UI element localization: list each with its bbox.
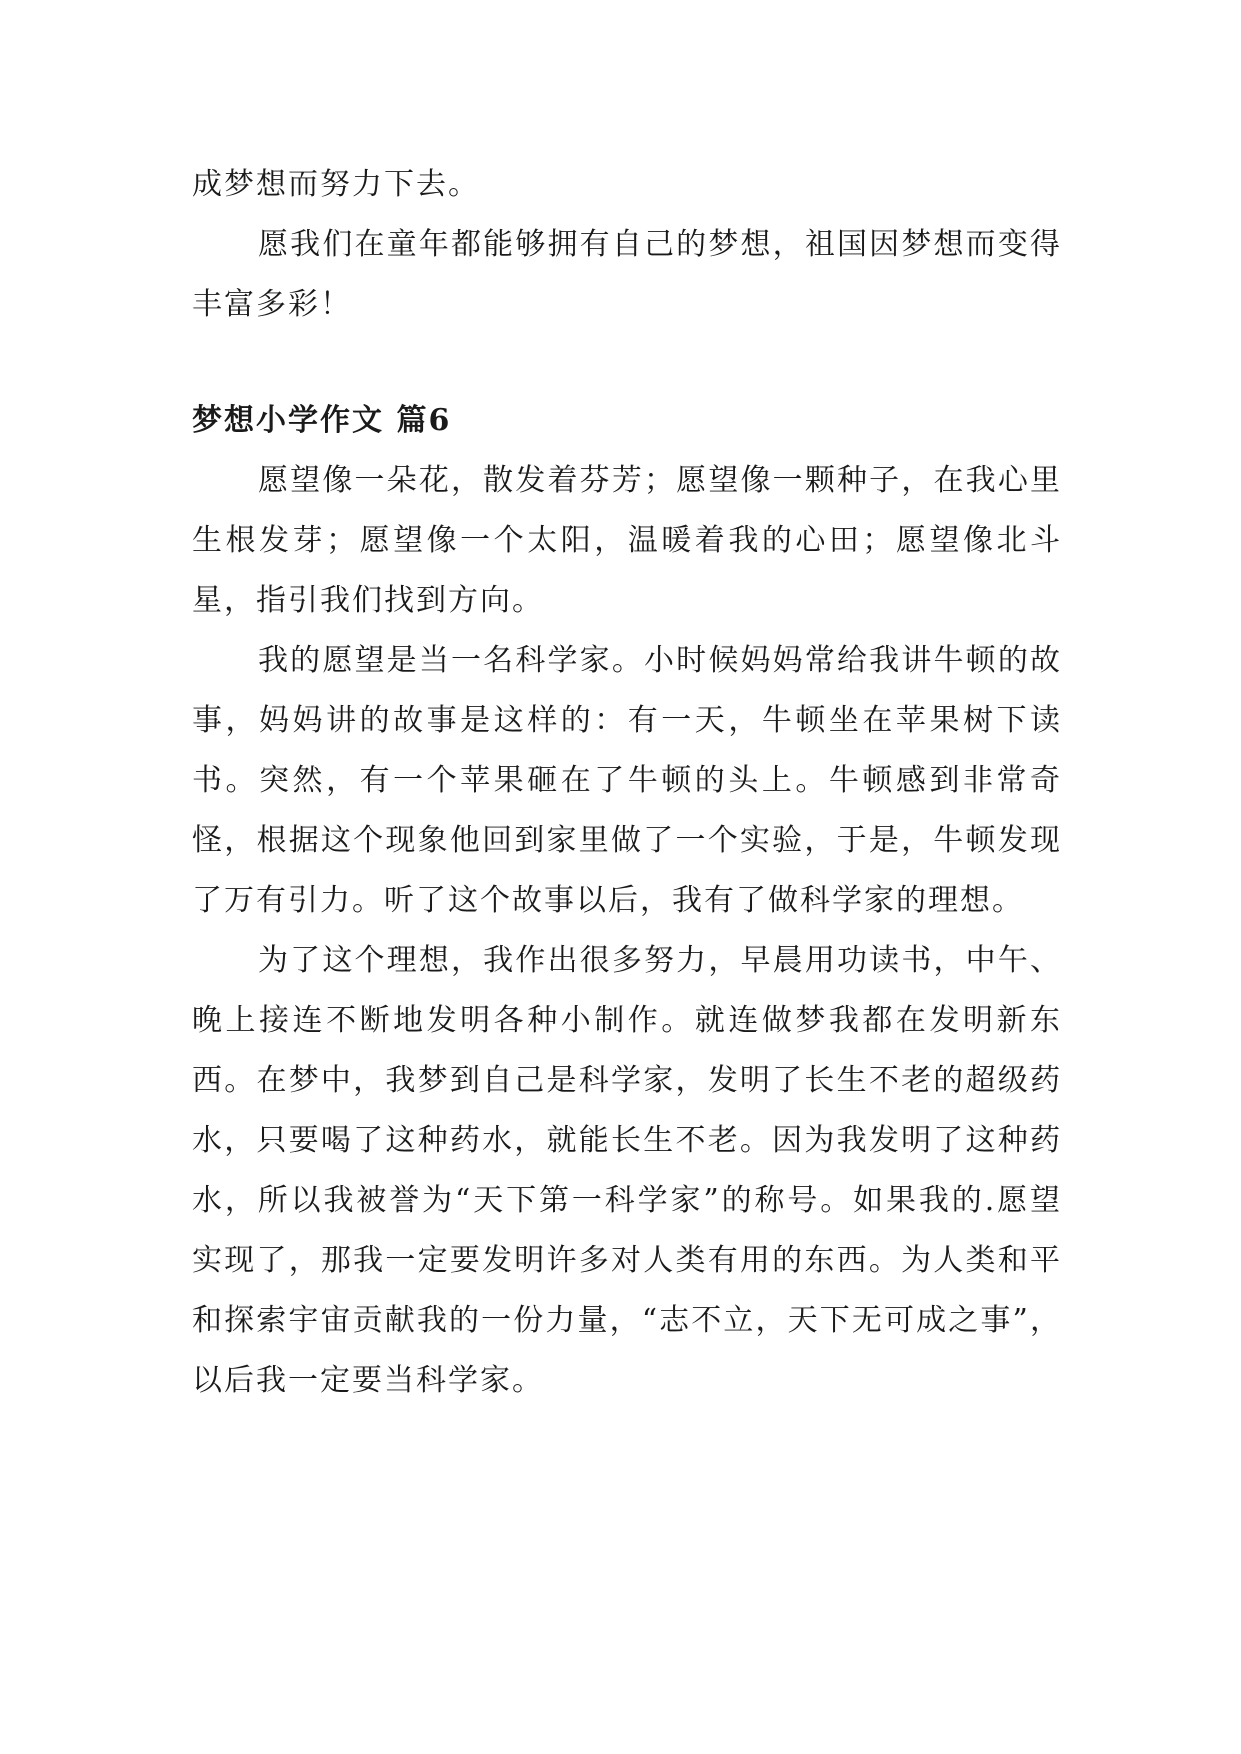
paragraph-wish-metaphors: 愿望像一朵花，散发着芬芳；愿望像一颗种子，在我心里生根发芽；愿望像一个太阳，温暖着我的心田；愿望像北斗星，指引我们找到方向。 bbox=[192, 463, 1062, 618]
paragraph-closing-wish: 愿我们在童年都能够拥有自己的梦想，祖国因梦想而变得丰富多彩！ bbox=[192, 227, 1062, 322]
paragraph-efforts-dream: 为了这个理想，我作出很多努力，早晨用功读书，中午、晚上接连不断地发明各种小制作。就连做梦我都在发明新东西。在梦中，我梦到自己是科学家，发明了长生不老的超级药水，只要喝了这种药水，就能长生不老。因为我发明了这种药水，所以我被誉为“天下第一科学家”的称号。如果我的.愿望实现了，那我一定要发明许多对人类有用的东西。为人类和平和探索宇宙贡献我的一份力量，“志不立，天下无可成之事”，以后我一定要当科学家。 bbox=[192, 943, 1062, 1398]
paragraph-scientist-story: 我的愿望是当一名科学家。小时候妈妈常给我讲牛顿的故事，妈妈讲的故事是这样的：有一天，牛顿坐在苹果树下读书。突然，有一个苹果砸在了牛顿的头上。牛顿感到非常奇怪，根据这个现象他回到家里做了一个实验，于是，牛顿发现了万有引力。听了这个故事以后，我有了做科学家的理想。 bbox=[192, 643, 1062, 918]
section-heading: 梦想小学作文 篇6 bbox=[192, 403, 452, 438]
document-page bbox=[192, 155, 1062, 1411]
paragraph-continuation: 成梦想而努力下去。 bbox=[192, 167, 480, 202]
